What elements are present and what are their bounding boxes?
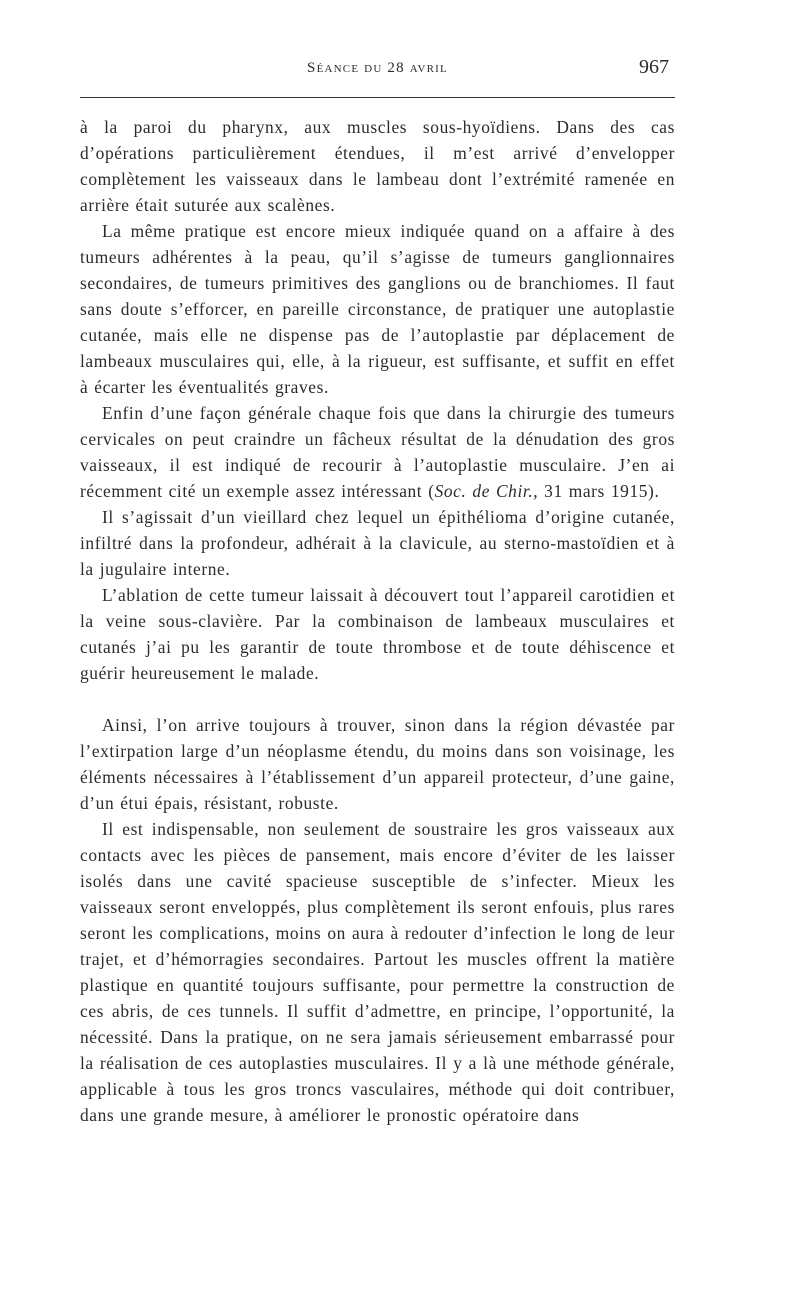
paragraph-7: Il est indispensable, non seulement de soustraire les gros vaisseaux aux contacts avec les pièces de pansement, mais encore d’éviter de les laisser isolés dans une cavité spacieuse susceptible de s’infecter. Mieux les vaisseaux seront enveloppés, plus complètement ils seront enfouis, plus rares seront les complications, moins on aura à redouter d’infection le long de leur trajet, et d’hémorragies secondaires. Partout les muscles offrent la matière plastique en quantité toujours suffisante, pour permettre la construction de ces abris, de ces tunnels. Il suffit d’admettre, en principe, l’opportunité, la nécessité. Dans la pratique, on ne sera jamais sérieusement embarrassé pour la réalisation de ces autoplasties musculaires. Il y a là une méthode générale, applicable à tous les gros troncs vasculaires, méthode qui doit contribuer, dans une grande mesure, à améliorer le pronostic opératoire dans — [80, 819, 675, 1125]
paragraph-4: Il s’agissait d’un vieillard chez lequel un épithélioma d’origine cutanée, infiltré dans la profondeur, adhérait à la clavicule, au sterno-mastoïdien et à la jugulaire interne. — [80, 507, 675, 579]
page-header — [80, 56, 675, 86]
paragraph-1: à la paroi du pharynx, aux muscles sous-hyoïdiens. Dans des cas d’opérations particulièrement étendues, il m’est arrivé d’envelopper complètement les vaisseaux dans le lambeau dont l’extrémité ramenée en arrière était suturée aux scalènes. — [80, 117, 675, 215]
paragraph-gap — [80, 686, 675, 712]
page-number: 967 — [639, 56, 669, 78]
paragraph-3-text: Enfin d’une façon générale chaque fois que dans la chirurgie des tumeurs cervicales on peut craindre un fâcheux résultat de la dénudation des gros vaisseaux, il est indiqué de recourir à l’autoplastie musculaire. J’en ai récemment cité un exemple assez intéressant ( — [80, 403, 675, 501]
citation-date: , 31 mars 1915). — [533, 481, 660, 501]
paragraph-5: L’ablation de cette tumeur laissait à découvert tout l’appareil carotidien et la veine sous-clavière. Par la combinaison de lambeaux musculaires et cutanés j’ai pu les garantir de toute thrombose et de toute déhiscence et guérir heureusement le malade. — [80, 585, 675, 683]
citation-journal: Soc. de Chir. — [434, 481, 534, 501]
paragraph-3 — [80, 400, 675, 504]
running-title: Séance du 28 avril — [307, 60, 448, 76]
paragraph-6: Ainsi, l’on arrive toujours à trouver, sinon dans la région dévastée par l’extirpation large d’un néoplasme étendu, du moins dans son voisinage, les éléments nécessaires à l’établissement d’un appareil protecteur, d’une gaine, d’un étui épais, résistant, robuste. — [80, 715, 675, 813]
header-rule — [80, 97, 675, 98]
paragraph-2: La même pratique est encore mieux indiquée quand on a affaire à des tumeurs adhérentes à la peau, qu’il s’agisse de tumeurs ganglionnaires secondaires, de tumeurs primitives des ganglions ou de branchiomes. Il faut sans doute s’efforcer, en pareille circonstance, de pratiquer une autoplastie cutanée, mais elle ne dispense pas de l’autoplastie par déplacement de lambeaux musculaires qui, elle, à la rigueur, est suffisante, et suffit en effet à écarter les éventualités graves. — [80, 221, 675, 397]
body-text — [80, 114, 675, 1128]
